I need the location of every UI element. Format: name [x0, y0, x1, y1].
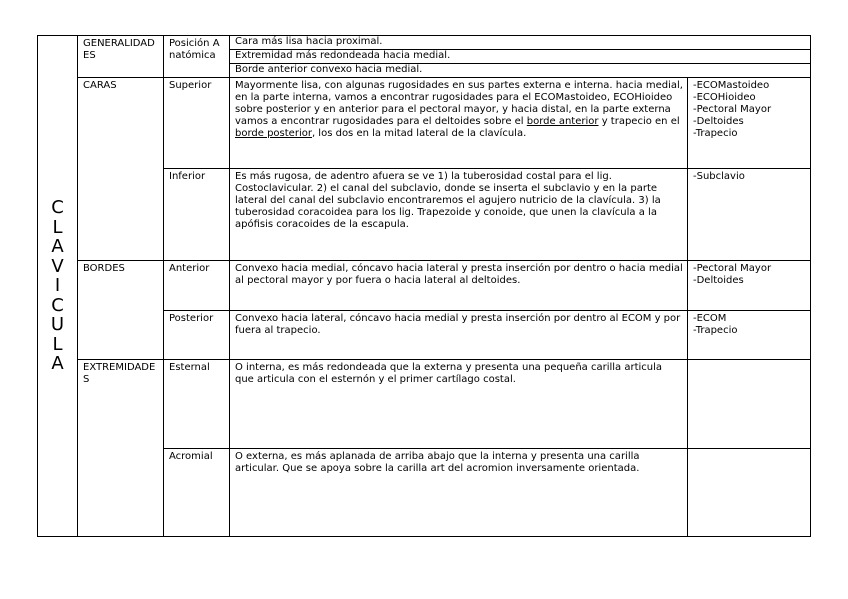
muscle-item: -Trapecio — [693, 128, 738, 139]
title-letter: I — [54, 275, 61, 297]
posterior-description: Convexo hacia lateral, cóncavo hacia medial y presta inserción por dentro al ECOM y por fuera al trapecio. — [230, 311, 688, 360]
title-letter: V — [51, 255, 64, 277]
label-posterior: Posterior — [164, 311, 230, 360]
section-generalidades: GENERALIDADES — [78, 36, 164, 78]
clavicula-title — [38, 36, 78, 537]
muscle-item: -Trapecio — [693, 325, 738, 336]
acromial-muscles — [688, 449, 811, 537]
muscle-item: -Pectoral Mayor — [693, 263, 772, 274]
title-letter: A — [51, 353, 64, 375]
title-letter: C — [51, 197, 64, 219]
generalidad-item: Extremidad más redondeada hacia medial. — [230, 50, 811, 64]
muscle-item: -ECOM — [693, 313, 727, 324]
muscle-item: -Deltoides — [693, 275, 744, 286]
section-bordes: BORDES — [78, 261, 164, 360]
anterior-description: Convexo hacia medial, cóncavo hacia lateral y presta inserción por dentro o hacia medial al pectoral mayor y por fuera o hacia lateral al deltoides. — [230, 261, 688, 311]
muscle-item: -ECOHioideo — [693, 92, 756, 103]
title-letter: C — [51, 294, 64, 316]
borde-anterior-underlined: borde anterior — [526, 116, 599, 127]
esternal-muscles — [688, 360, 811, 449]
title-letter: U — [50, 314, 65, 336]
inferior-description: Es más rugosa, de adentro afuera se ve 1) la tuberosidad costal para el lig. Costoclavicular. 2) el canal del subclavio, donde se inserta el subclavio y en la parte lateral del canal del subclavio encontraremos el agujero nutricio de la clavícula. 3) la tuberosidad coracoidea para los lig. Trapezoide y conoide, que unen la clavícula a la apófisis coracoides de la escapula. — [230, 169, 688, 261]
section-caras: CARAS — [78, 78, 164, 261]
inferior-muscles — [688, 169, 811, 261]
title-letter: A — [51, 236, 64, 258]
muscle-item: -Subclavio — [693, 171, 745, 182]
label-anterior: Anterior — [164, 261, 230, 311]
section-extremidades: EXTREMIDADES — [78, 360, 164, 537]
anterior-muscles — [688, 261, 811, 311]
generalidad-item: Borde anterior convexo hacia medial. — [230, 64, 811, 78]
label-acromial: Acromial — [164, 449, 230, 537]
superior-description: Mayormente lisa, con algunas rugosidades en sus partes externa e interna. hacia medial, en la parte interna, vamos a encontrar rugosidades para el ECOMastoideo, ECOHioideo sobre posterior y en anterior para el pectoral mayor, y hacia distal, en la parte externa vamos a encontrar rugosidades para el deltoides sobre el borde anterior y trapecio en el borde posterior, los dos en la mitad lateral de la clavícula. — [230, 78, 688, 169]
borde-posterior-underlined: borde posterior — [235, 128, 312, 139]
label-inferior: Inferior — [164, 169, 230, 261]
generalidad-item: Cara más lisa hacia proximal. — [230, 36, 811, 50]
superior-muscles — [688, 78, 811, 169]
title-letter: L — [52, 333, 63, 355]
muscle-item: -ECOMastoideo — [693, 80, 770, 91]
label-superior: Superior — [164, 78, 230, 169]
label-esternal: Esternal — [164, 360, 230, 449]
clavicula-table — [37, 35, 811, 537]
muscle-item: -Pectoral Mayor — [693, 104, 772, 115]
esternal-description: O interna, es más redondeada que la externa y presenta una pequeña carilla articula que articula con el esternón y el primer cartílago costal. — [230, 360, 688, 449]
posterior-muscles — [688, 311, 811, 360]
muscle-item: -Deltoides — [693, 116, 744, 127]
label-posicion-anatomica: Posición Anatómica — [164, 36, 230, 78]
acromial-description: O externa, es más aplanada de arriba abajo que la interna y presenta una carilla articular. Que se apoya sobre la carilla art del acromion inversamente orientada. — [230, 449, 688, 537]
title-letter: L — [52, 216, 63, 238]
